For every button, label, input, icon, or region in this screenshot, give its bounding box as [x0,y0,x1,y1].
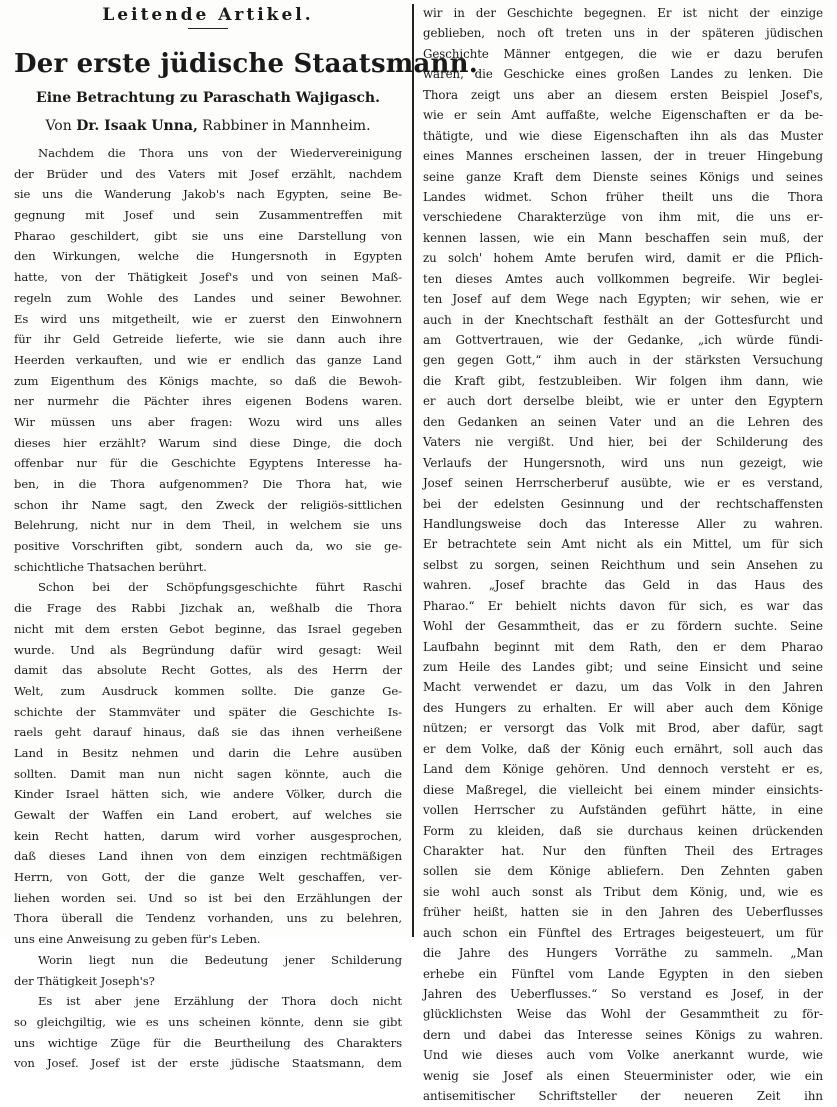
text-line: wurde. Und als Begründung dafür wird gesagt: Weil [14,642,402,657]
text-line: Laufbahn beginnt mit dem Rath, den er dem Pharao [423,639,823,654]
text-line: dern und dabei das Interesse seines Königs zu wahren. [423,1027,823,1042]
byline-prefix: Von [45,118,72,134]
text-line: Land dem Könige gehören. Und dennoch versteht er es, [423,762,823,777]
text-line: er dem Volke, daß der König euch ernährt, soll auch das [423,741,823,756]
text-line: Land in Besitz nehmen und darin die Lehre ausüben [14,745,402,760]
text-line: antisemitischer Schriftsteller der neueren Zeit ihn [423,1089,823,1104]
text-line: liehen worden sei. Und so ist bei den Erzählungen der [14,890,402,905]
text-line: gegnung mit Josef und sein Zusammentreffen mit [14,208,402,223]
article-byline [14,117,402,135]
text-line: kennen lassen, wie ein Mann beschaffen sein muß, der [423,230,823,245]
text-line: Vaters nie vergißt. Und hier, bei der Schilderung des [423,435,823,450]
text-line: Macht verwendet er dazu, um das Volk in den Jahren [423,680,823,695]
text-line: thätigte, und wie diese Eigenschaften ihn als das Muster [423,128,823,143]
text-line: nützen; er versorgt das Volk mit Brod, aber dafür, sagt [423,721,823,736]
text-line: seine ganze Kraft dem Dienste seines Königs und seines [423,169,823,184]
text-line: der Brüder und des Vaters mit Josef erzählt, nachdem [14,166,402,181]
text-line: Welt, zum Ausdruck kommen sollte. Die ganze Ge- [14,683,402,698]
text-line: offenbar nur für die Geschichte Egyptens Interesse ha- [14,456,402,471]
text-line: Handlungsweise doch das Interesse Aller zu wahren. [423,516,823,531]
text-line: zu solch' hohem Amte berufen wird, damit er die Pflich- [423,251,823,266]
text-line: Geschichte Männer entgegen, die wie er dazu berufen [423,46,823,61]
text-line: diese Maßregel, die vielleicht bei einem minder einsichts- [423,782,823,797]
text-line: Charakter hat. Nur den fünften Theil des Ertrages [423,843,823,858]
text-line: Wohl der Gesammtheit, das er zu fördern suchte. Seine [423,619,823,634]
text-line: schichte der Stammväter und später die Geschichte Is- [14,704,402,719]
text-line: Gewalt der Waffen ein Land erobert, auf welches sie [14,808,402,822]
text-line: glücklichsten Weise das Wohl der Gesammtheit zu för- [423,1007,823,1022]
text-line: hatte, von der Thätigkeit Josef's und von seinen Maß- [14,270,402,285]
text-line: verschiedene Charakterzüge von ihm mit, die uns er- [423,210,823,225]
byline-role: Rabbiner in Mannheim. [202,118,371,134]
text-line: bei der edelsten Gesinnung und der rechtschaffensten [423,496,823,511]
right-body-text [423,3,823,1107]
text-line: den Wirkungen, welche die Hungersnoth in Egypten [14,249,402,264]
left-column [14,0,478,1071]
text-line: uns eine Anweisung zu geben für's Leben. [14,932,261,947]
text-line: nicht mit dem ersten Gebot beginne, das Israel gegeben [14,621,402,636]
header-rule [188,28,228,29]
text-line: Herrn, von Gott, der die ganze Welt geschaffen, ver- [14,870,402,885]
text-line: sie wohl auch sonst als Tribut dem König, und, wie es [423,884,823,899]
text-line: der Thätigkeit Joseph's? [14,973,155,988]
text-line: von Josef. Josef ist der erste jüdische Staatsmann, dem [14,1056,402,1071]
text-line: sie uns die Wanderung Jakob's nach Egypten, seine Be- [14,187,402,202]
text-line: die Frage des Rabbi Jizchak an, weßhalb die Thora [14,601,402,616]
text-line: uns wichtige Züge für die Beurtheilung des Charakters [14,1035,402,1050]
text-line: zum Heile des Landes gibt; und seine Einsicht und seine [423,660,823,674]
text-line: selbst zu sorgen, seinen Reichthum und sein Ansehen zu [423,557,823,572]
text-line: ben, in die Thora aufgenommen? Die Thora hat, wie [14,477,402,491]
text-line: den Gedanken an seinen Vater und an die Lehren des [423,414,823,429]
text-line: Nachdem die Thora uns von der Wiedervereinigung [38,146,402,160]
text-line: ten Josef auf dem Wege nach Egypten; wir sehen, wie er [423,292,823,307]
text-line: schichtliche Thatsachen berührt. [14,559,207,574]
text-line: erhebe ein Fünftel vom Lande Egypten in den sieben [423,966,823,981]
text-line: raels geht darauf hinaus, daß sie das ihnen verheißene [14,725,402,740]
text-line: Thora zeigt uns aber an diesem ersten Beispiel Josef's, [423,87,823,102]
text-line: Form zu kleiden, daß sie durchaus keinen drückenden [423,823,823,838]
right-column [423,0,823,1104]
text-line: so gleichgiltig, wie es uns scheinen könnte, denn sie gibt [14,1014,402,1029]
text-line: Heerden verkauften, und wie er endlich das ganze Land [14,352,402,367]
article-subtitle: Eine Betrachtung zu Paraschath Wajigasch. [36,90,380,106]
text-line: Pharao geschildert, gibt sie uns eine Darstellung von [14,228,402,243]
text-line: die Jahre des Hungers Vorräthe zu sammeln. „Man [423,946,823,961]
text-line: Worin liegt nun die Bedeutung jener Schilderung [38,952,402,967]
text-line: dieses hier erzählt? Warum sind diese Dinge, die doch [14,435,402,450]
text-line: regeln zum Wohle des Landes und seiner Bewohner. [14,290,402,305]
text-line: Wir müssen uns aber fragen: Wozu wird uns alles [14,414,402,429]
text-line: schon ihr Name sagt, den Zweck der religiös-sittlichen [14,497,402,512]
text-line: Josef seinen Herrscherberuf ausübte, wie er es verstand, [423,476,823,491]
text-line: eines Mannes erscheinen lassen, der in treuer Hingebung [423,149,823,164]
byline-author: Dr. Isaak Unna, [76,118,198,134]
text-line: für ihr Geld Getreide lieferte, wie sie dann auch ihre [14,332,402,347]
text-line: auch in der Knechtschaft festhält an der Gottesfurcht und [423,312,823,327]
text-line: des Hungers zu erhalten. Er will aber auch dem Könige [423,700,823,715]
text-line: am Gottvertrauen, wie der Gedanke, „ich würde fündi- [423,333,823,347]
text-line: Jahren des Ueberflusses.“ So verstand es Josef, in der [423,987,823,1001]
text-line: ten dieses Amtes auch vollkommen begreife. Wir beglei- [423,271,823,286]
text-line: wie er sein Amt auffaßte, welche Eigenschaften er da be- [423,108,823,123]
text-line: Und wie dieses auch vom Volke anerkannt wurde, wie [423,1048,823,1063]
text-line: Es wird uns mitgetheilt, wie er zuerst den Einwohnern [14,311,402,326]
section-header: Leitende Artikel. [102,5,314,25]
text-line: gen gegen Gott,“ ihm auch in der stärksten Versuchung [423,353,823,368]
text-line: früher heißt, hatten sie in den Jahren des Ueberflusses [423,905,823,920]
text-line: Es ist aber jene Erzählung der Thora doch nicht [38,994,402,1009]
text-line: Verlaufs der Hungersnoth, wird uns nun gezeigt, wie [423,455,823,470]
text-line: zum Eigenthum des Königs machte, so daß die Bewoh- [14,373,402,388]
text-line: ner nurmehr die Pächter ihres eigenen Bodens waren. [14,394,402,409]
text-line: waren, die Geschicke eines großen Landes zu lenken. Die [423,67,823,82]
text-line: er auch dort derselbe bleibt, wie er unter den Egyptern [423,394,823,409]
column-divider [412,4,414,937]
text-line: Kinder Israel hätten sich, wie andere Völker, durch die [14,787,402,802]
text-line: wenig sie Josef als einen Steuerminister oder, wie ein [423,1068,823,1083]
text-line: daß dieses Land ihnen von dem einzigen rechtmäßigen [14,849,402,864]
text-line: wahren. „Josef brachte das Geld in das Haus des [423,578,823,593]
text-line: sollen sie dem Könige abliefern. Den Zehnten gaben [423,864,823,879]
text-line: Pharao.“ Er behielt nichts davon für sich, es war das [423,598,823,613]
left-body-text [14,143,402,1074]
text-line: vollen Herrscher zu Aufständen geführt hätte, in eine [423,803,823,818]
text-line: kein Recht hatten, darum wird vorher ausgesprochen, [14,828,402,843]
text-line: positive Vorschriften gibt, sondern auch da, wo sie ge- [14,539,402,554]
text-line: Thora überall die Tendenz vorhanden, uns zu belehren, [14,911,402,926]
text-line: die Kraft gibt, festzubleiben. Wir folgen ihm dann, wie [423,373,823,388]
article-title: Der erste jüdische Staatsmann. [14,49,478,79]
text-line: Er betrachtete sein Amt nicht als ein Mittel, um für sich [423,537,823,552]
text-line: Landes widmet. Schon früher theilt uns die Thora [423,189,823,204]
text-line: auch schon ein Fünftel des Ertrages beigesteuert, um für [423,925,823,940]
text-line: Schon bei der Schöpfungsgeschichte führt Raschi [38,580,402,595]
text-line: sollten. Damit man nun nicht sagen könnte, auch die [14,766,402,781]
text-line: damit das absolute Recht Gottes, als des Herrn der [14,663,402,678]
text-line: Belehrung, nicht nur in dem Theil, in welchem sie uns [14,518,402,533]
text-line: geblieben, noch oft treten uns in der späteren jüdischen [423,26,823,41]
text-line: wir in der Geschichte begegnen. Er ist nicht der einzige [423,6,823,20]
